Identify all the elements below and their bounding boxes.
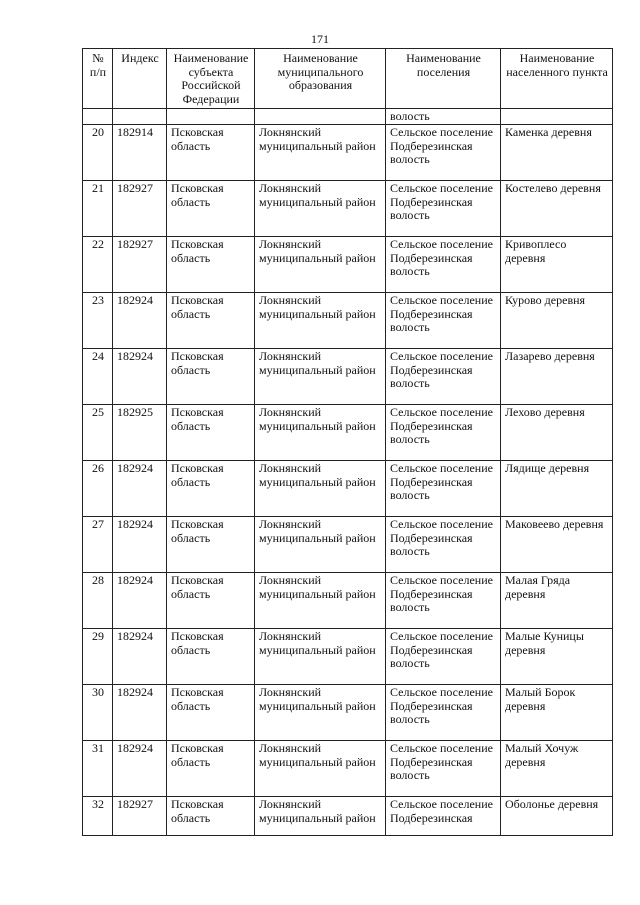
cell-index: 182924 bbox=[113, 461, 167, 517]
cell-region: Псковская область bbox=[167, 237, 255, 293]
cell-locality: Каменка деревня bbox=[501, 125, 613, 181]
cell-region: Псковская область bbox=[167, 629, 255, 685]
cell-settlement: волость bbox=[386, 109, 501, 125]
cell-region: Псковская область bbox=[167, 517, 255, 573]
cell-municipality: Локнянский муниципальный район bbox=[255, 349, 386, 405]
cell-locality: Малые Куницы деревня bbox=[501, 629, 613, 685]
table-row bbox=[83, 349, 613, 405]
cell-locality: Лядище деревня bbox=[501, 461, 613, 517]
cell-index: 182924 bbox=[113, 629, 167, 685]
cell-index: 182927 bbox=[113, 797, 167, 836]
cell-settlement: Сельское поселение Подберезинская волость bbox=[386, 741, 501, 797]
cell-municipality: Локнянский муниципальный район bbox=[255, 237, 386, 293]
cell-index: 182924 bbox=[113, 573, 167, 629]
cell-municipality: Локнянский муниципальный район bbox=[255, 181, 386, 237]
cell-locality: Костелево деревня bbox=[501, 181, 613, 237]
cell-settlement: Сельское поселение Подберезинская волость bbox=[386, 573, 501, 629]
header-index: Индекс bbox=[113, 49, 167, 109]
cell-locality bbox=[501, 109, 613, 125]
cell-municipality: Локнянский муниципальный район bbox=[255, 741, 386, 797]
cell-locality: Кривоплесо деревня bbox=[501, 237, 613, 293]
cell-municipality: Локнянский муниципальный район bbox=[255, 685, 386, 741]
cell-municipality: Локнянский муниципальный район bbox=[255, 573, 386, 629]
cell-region: Псковская область bbox=[167, 685, 255, 741]
cell-number: 31 bbox=[83, 741, 113, 797]
table-row bbox=[83, 461, 613, 517]
table-row bbox=[83, 125, 613, 181]
cell-municipality bbox=[255, 109, 386, 125]
cell-municipality: Локнянский муниципальный район bbox=[255, 293, 386, 349]
table-row bbox=[83, 629, 613, 685]
cell-index: 182925 bbox=[113, 405, 167, 461]
cell-index: 182927 bbox=[113, 237, 167, 293]
cell-settlement: Сельское поселение Подберезинская волость bbox=[386, 125, 501, 181]
page-number: 171 bbox=[311, 32, 329, 46]
cell-number: 28 bbox=[83, 573, 113, 629]
cell-municipality: Локнянский муниципальный район bbox=[255, 461, 386, 517]
cell-settlement: Сельское поселение Подберезинская волость bbox=[386, 517, 501, 573]
cell-number: 32 bbox=[83, 797, 113, 836]
table-header-row bbox=[83, 49, 613, 109]
header-settlement: Наименование поселения bbox=[386, 49, 501, 109]
cell-region: Псковская область bbox=[167, 181, 255, 237]
cell-municipality: Локнянский муниципальный район bbox=[255, 797, 386, 836]
cell-index: 182924 bbox=[113, 517, 167, 573]
table-row bbox=[83, 181, 613, 237]
cell-settlement: Сельское поселение Подберезинская волость bbox=[386, 237, 501, 293]
cell-index: 182924 bbox=[113, 685, 167, 741]
cell-number: 24 bbox=[83, 349, 113, 405]
header-municipality: Наименование муниципального образования bbox=[255, 49, 386, 109]
table-row bbox=[83, 405, 613, 461]
cell-settlement: Сельское поселение Подберезинская волость bbox=[386, 181, 501, 237]
cell-settlement: Сельское поселение Подберезинская волость bbox=[386, 405, 501, 461]
cell-locality: Малая Гряда деревня bbox=[501, 573, 613, 629]
header-number: № п/п bbox=[83, 49, 113, 109]
cell-municipality: Локнянский муниципальный район bbox=[255, 125, 386, 181]
cell-settlement: Сельское поселение Подберезинская волость bbox=[386, 685, 501, 741]
cell-locality: Малый Борок деревня bbox=[501, 685, 613, 741]
cell-locality: Курово деревня bbox=[501, 293, 613, 349]
cell-region: Псковская область bbox=[167, 797, 255, 836]
cell-region: Псковская область bbox=[167, 349, 255, 405]
cell-number: 25 bbox=[83, 405, 113, 461]
cell-settlement: Сельское поселение Подберезинская волость bbox=[386, 349, 501, 405]
table-row bbox=[83, 797, 613, 836]
cell-number: 21 bbox=[83, 181, 113, 237]
cell-settlement: Сельское поселение Подберезинская волость bbox=[386, 293, 501, 349]
cell-index: 182924 bbox=[113, 293, 167, 349]
table-row bbox=[83, 741, 613, 797]
cell-index: 182924 bbox=[113, 741, 167, 797]
table-row bbox=[83, 517, 613, 573]
cell-municipality: Локнянский муниципальный район bbox=[255, 405, 386, 461]
cell-locality: Маковеево деревня bbox=[501, 517, 613, 573]
cell-locality: Оболонье деревня bbox=[501, 797, 613, 836]
cell-region: Псковская область bbox=[167, 573, 255, 629]
header-locality: Наименование населенного пункта bbox=[501, 49, 613, 109]
cell-region: Псковская область bbox=[167, 741, 255, 797]
cell-region: Псковская область bbox=[167, 293, 255, 349]
cell-settlement: Сельское поселение Подберезинская bbox=[386, 797, 501, 836]
cell-index: 182914 bbox=[113, 125, 167, 181]
cell-locality: Лехово деревня bbox=[501, 405, 613, 461]
cell-municipality: Локнянский муниципальный район bbox=[255, 629, 386, 685]
table-row bbox=[83, 685, 613, 741]
table-row bbox=[83, 573, 613, 629]
cell-number: 26 bbox=[83, 461, 113, 517]
cell-index: 182924 bbox=[113, 349, 167, 405]
cell-municipality: Локнянский муниципальный район bbox=[255, 517, 386, 573]
cell-number: 22 bbox=[83, 237, 113, 293]
cell-locality: Лазарево деревня bbox=[501, 349, 613, 405]
cell-number bbox=[83, 109, 113, 125]
cell-index: 182927 bbox=[113, 181, 167, 237]
cell-locality: Малый Хочуж деревня bbox=[501, 741, 613, 797]
cell-region: Псковская область bbox=[167, 125, 255, 181]
cell-number: 29 bbox=[83, 629, 113, 685]
table-row bbox=[83, 237, 613, 293]
cell-settlement: Сельское поселение Подберезинская волость bbox=[386, 461, 501, 517]
cell-number: 23 bbox=[83, 293, 113, 349]
cell-region: Псковская область bbox=[167, 461, 255, 517]
cell-region bbox=[167, 109, 255, 125]
continuation-row bbox=[83, 109, 613, 125]
cell-number: 30 bbox=[83, 685, 113, 741]
cell-number: 20 bbox=[83, 125, 113, 181]
cell-index bbox=[113, 109, 167, 125]
table-row bbox=[83, 293, 613, 349]
header-region: Наименование субъекта Российской Федерации bbox=[167, 49, 255, 109]
settlements-table bbox=[82, 48, 613, 836]
cell-settlement: Сельское поселение Подберезинская волость bbox=[386, 629, 501, 685]
cell-number: 27 bbox=[83, 517, 113, 573]
cell-region: Псковская область bbox=[167, 405, 255, 461]
